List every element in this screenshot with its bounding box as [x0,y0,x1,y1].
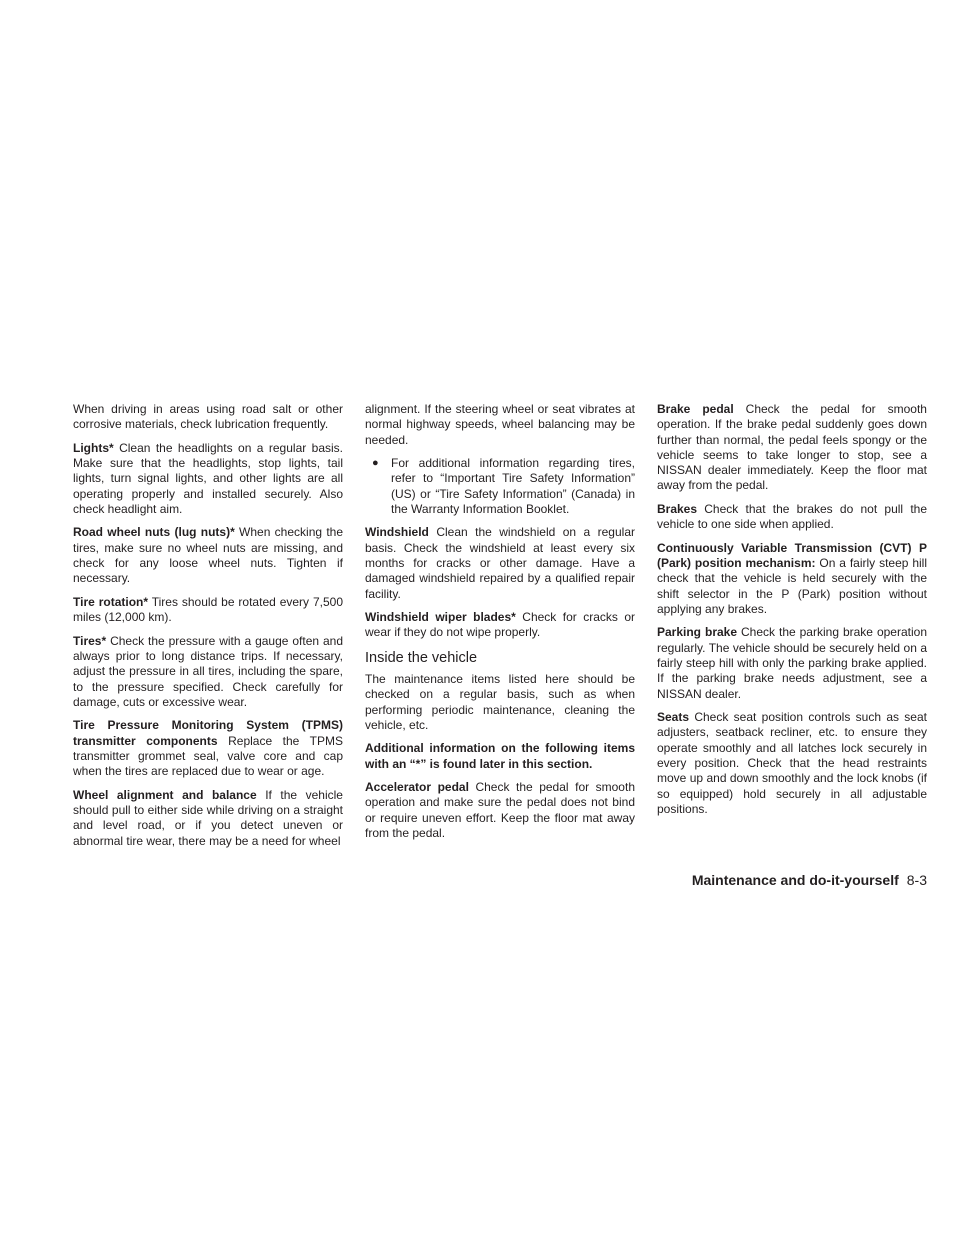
term-accelerator: Accelerator pedal [365,780,469,795]
paragraph-wheel-alignment: Wheel alignment and balance If the vehicle should pull to either side while driving on a straight and level road, or if you detect uneven or abnormal tire wear, there may be a need for wheel [73,787,343,848]
term-wheel-alignment: Wheel alignment and balance [73,787,257,802]
term-lug-nuts: Road wheel nuts (lug nuts)* [73,525,235,540]
term-tpms: Tire Pressure Monitoring System (TPMS) transmitter components [73,718,343,748]
paragraph-road-salt: When driving in areas using road salt or other corrosive materials, check lubrication frequently. [73,402,343,432]
column-right [657,402,927,825]
footer-chapter-title: Maintenance and do-it-yourself [691,872,899,888]
paragraph-accelerator: Accelerator pedal Check the pedal for smooth operation and make sure the pedal does not bind or require uneven effort. Keep the floor mat away from the pedal. [365,780,635,840]
paragraph-wiper-blades: Windshield wiper blades* Check for cracks or wear if they do not wipe properly. [365,610,635,640]
term-brake-pedal: Brake pedal [657,402,734,416]
paragraph-inside-intro: The maintenance items listed here should be checked on a regular basis, such as when performing periodic maintenance, cleaning the vehicle, etc. [365,671,635,732]
term-lights: Lights* [73,440,114,455]
term-tire-rotation: Tire rotation* [73,594,149,609]
paragraph-parking-brake: Parking brake Check the parking brake operation regularly. The vehicle should be securely held on a fairly steep hill with only the parking brake applied. If the parking brake needs adjustment, see a NISSAN dealer. [657,625,927,701]
term-tires: Tires* [73,633,107,648]
paragraph-seats: Seats Check seat position controls such as seat adjusters, seatback recliner, etc. to ensure they operate smoothly and all latches lock securely in every position. Check that the head restraints move up and down smoothly and the lock knobs (if so equipped) hold securely in all adjustable positions. [657,710,927,816]
paragraph-alignment-cont: alignment. If the steering wheel or seat vibrates at normal highway speeds, wheel balancing may be needed. [365,402,635,447]
term-parking-brake: Parking brake [657,625,738,640]
column-middle [365,402,635,849]
bullet-icon: ● [372,457,379,470]
paragraph-tires: Tires* Check the pressure with a gauge often and always prior to long distance trips. If necessary, adjust the pressure in all tires, including the spare, to the pressure specified. Check carefully for damage, cuts or excessive wear. [73,633,343,709]
paragraph-brake-pedal: Brake pedal Check the pedal for smooth operation. If the brake pedal suddenly goes down further than normal, the pedal feels spongy or the vehicle seems to take longer to stop, see a NISSAN dealer immediately. Keep the floor mat away from the pedal. [657,402,927,493]
term-wiper-blades: Windshield wiper blades* [365,610,516,625]
paragraph-tpms: Tire Pressure Monitoring System (TPMS) transmitter components Replace the TPMS transmitter grommet seal, valve core and cap when the tires are replaced due to wear or age. [73,718,343,779]
bullet-item-tires-info: ● For additional information regarding tires, refer to “Important Tire Safety Information” (US) or “Tire Safety Information” (Canada) in the Warranty Information Booklet. [365,456,635,517]
paragraph-lights: Lights* Clean the headlights on a regular basis. Make sure that the headlights, stop lights, tail lights, turn signal lights, and other lights are all operating properly and installed securely. Also check headlight aim. [73,440,343,516]
paragraph-cvt: Continuously Variable Transmission (CVT) P (Park) position mechanism: On a fairly steep hill check that the vehicle is held securely with the shift selector in the P (Park) position without applying any brakes. [657,540,927,616]
paragraph-additional-info: Additional information on the following items with an “*” is found later in this section. [365,741,635,771]
term-cvt: Continuously Variable Transmission (CVT) P (Park) position mechanism: [657,540,927,571]
term-brakes: Brakes [657,501,698,516]
paragraph-lug-nuts: Road wheel nuts (lug nuts)* When checking the tires, make sure no wheel nuts are missing, and check for any loose wheel nuts. Tighten if necessary. [73,525,343,586]
column-left [73,402,343,857]
paragraph-windshield: Windshield Clean the windshield on a regular basis. Check the windshield at least every six months for cracks or other damage. Have a damaged windshield repaired by a qualified repair facility. [365,525,635,601]
section-heading-inside-vehicle: Inside the vehicle [365,649,478,666]
paragraph-brakes: Brakes Check that the brakes do not pull the vehicle to one side when applied. [657,501,927,532]
paragraph-tire-rotation: Tire rotation* Tires should be rotated every 7,500 miles (12,000 km). [73,594,343,625]
page-number: 8-3 [906,872,927,888]
term-seats: Seats [657,710,690,725]
page-footer [692,871,927,889]
term-windshield: Windshield [365,525,429,540]
